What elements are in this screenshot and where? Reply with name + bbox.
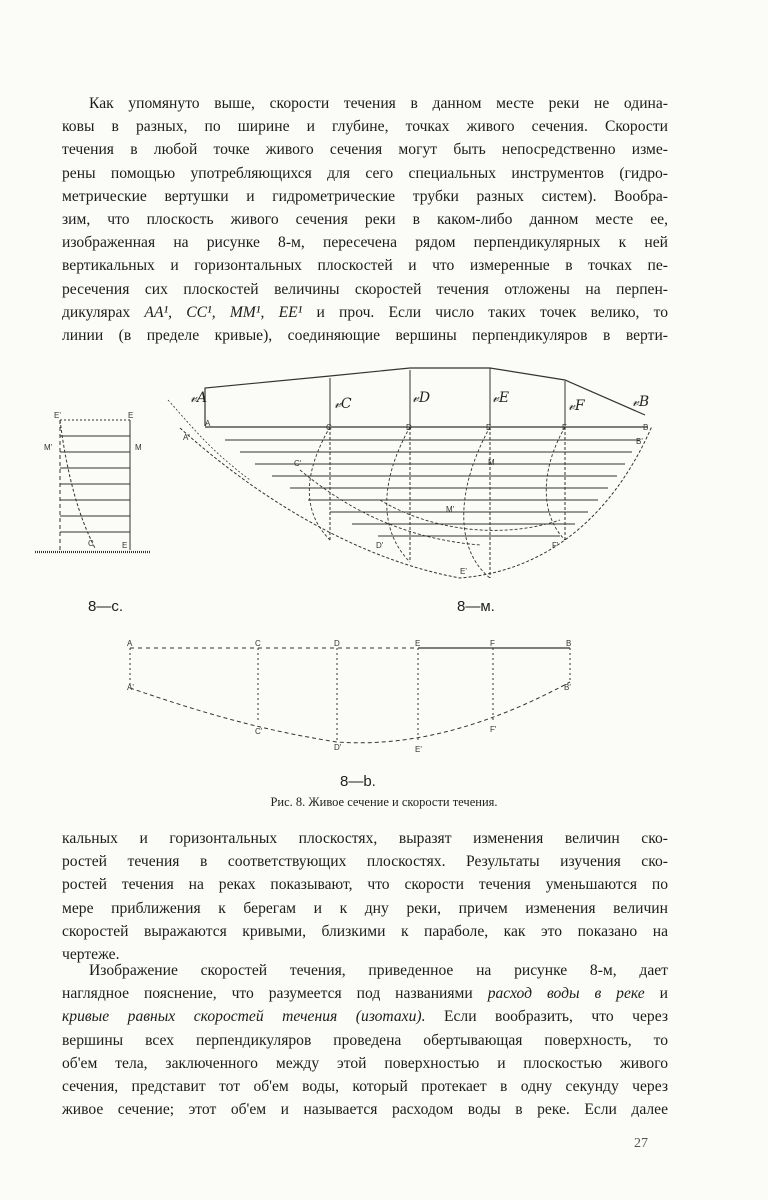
text-segment: и — [644, 985, 669, 1003]
point-label: C — [88, 539, 94, 548]
velocity-label: 𝓋A — [190, 390, 208, 406]
point-label: B — [566, 639, 572, 648]
text-line: кальных и горизонтальных плоскостях, выразят изменения величин ско- — [62, 830, 668, 847]
perpendicular-symbols: AA¹, CC¹, MM¹, EE¹ — [144, 303, 303, 321]
figure-label-8c: 8—с. — [88, 598, 124, 615]
velocity-label: 𝓋C — [334, 396, 352, 412]
point-label: E — [486, 423, 492, 432]
point-label: M' — [44, 443, 53, 452]
text-segment: дикулярах — [62, 303, 145, 321]
figure-label-8m: 8—м. — [457, 598, 495, 615]
point-label: D — [334, 639, 340, 648]
text-segment: и проч. Если число таких точек велико, то — [302, 303, 668, 321]
figure-8b-labels — [127, 639, 571, 754]
text-line: линии (в пределе кривые), соединяющие вершины перпендикуляров в верти- — [62, 327, 668, 345]
text-line: течения в любой точке живого сечения могут быть непосредственно изме- — [62, 141, 668, 159]
point-label: B — [643, 423, 649, 432]
text-line: скоростей выражаются кривыми, близкими к параболе, как это показано на — [62, 922, 668, 940]
text-line: чертеже. — [62, 946, 120, 964]
point-label: E — [122, 541, 128, 550]
text-line: Изображение скоростей течения, приведенное на рисунке 8-м, дает — [89, 962, 668, 979]
text-segment: Если вообразить, что через — [425, 1008, 668, 1026]
point-label: A' — [183, 433, 190, 442]
figure-8c — [35, 420, 150, 552]
point-label: F — [490, 639, 495, 648]
text-segment: наглядное пояснение, что разумеется под названиями — [62, 985, 488, 1003]
text-line: вертикальных и горизонтальных плоскостей и что измеренные в точках пе- — [62, 257, 668, 275]
point-label: A' — [127, 683, 134, 692]
figure-8m-velocity-labels — [190, 390, 649, 414]
point-label: C — [326, 423, 332, 432]
figure-8c-labels — [44, 411, 142, 550]
text-line: ковы в разных, по ширине и глубине, точках живого сечения. Скорости — [62, 118, 668, 136]
text-line: ростей течения на реках показывают, что скорости течения уменьшаются по — [62, 876, 668, 894]
point-label: F' — [490, 725, 497, 734]
text-line: ресечения сих плоскостей величины скоростей течения отложены на перпен- — [62, 280, 668, 298]
point-label: B' — [636, 437, 643, 446]
point-label: D — [406, 423, 412, 432]
point-label: M — [488, 458, 495, 467]
point-label: E' — [54, 411, 61, 420]
velocity-label: 𝓋D — [412, 390, 431, 406]
text-line: изображенная на рисунке 8-м, пересечена рядом перпендикулярных к ней — [62, 234, 668, 252]
point-label: E' — [460, 567, 467, 576]
text-line: сечения, представит тот об'ем воды, который протекает в одну секунду через — [62, 1078, 668, 1096]
point-label: E — [415, 639, 421, 648]
point-label: C — [255, 639, 261, 648]
text-line: живое сечение; этот об'ем и называется расходом воды в реке. Если далее — [62, 1101, 668, 1119]
point-label: F' — [552, 541, 559, 550]
text-line: мере приближения к берегам и к дну реки, причем изменения величин — [62, 899, 668, 917]
point-label: A — [127, 639, 133, 648]
paragraph-2 — [62, 827, 668, 966]
figure-caption: Рис. 8. Живое сечение и скорости течения. — [270, 795, 498, 809]
point-label: D' — [334, 743, 342, 752]
text-line: вершины всех перпендикуляров проведена обертывающая поверхность, то — [62, 1031, 668, 1049]
text-line: Как упомянуто выше, скорости течения в данном месте реки не одина- — [89, 95, 668, 112]
page-number: 27 — [634, 1136, 648, 1151]
point-label: M' — [446, 505, 455, 514]
text-line: зим, что плоскость живого сечения реки в каком-либо данном месте ее, — [62, 211, 668, 229]
figure-8b — [130, 648, 570, 743]
figure-label-8b: 8—b. — [340, 773, 376, 790]
point-label: C' — [294, 459, 302, 468]
emphasis-term: расход воды в реке — [487, 985, 645, 1003]
point-label: E' — [415, 745, 422, 754]
figure-8m-point-labels — [183, 419, 648, 576]
text-line — [62, 1005, 668, 1028]
point-label: B' — [564, 683, 571, 692]
point-label: A — [205, 419, 211, 428]
velocity-label: 𝓋F — [568, 398, 585, 414]
text-line: ростей течения в соответствующих плоскостях. Результаты изучения ско- — [62, 853, 668, 871]
text-line: метрические вертушки и гидрометрические трубки разных систем). Вообра- — [62, 187, 668, 205]
point-label: E — [128, 411, 134, 420]
point-label: C' — [255, 727, 263, 736]
text-line — [62, 982, 668, 1005]
paragraph-3 — [62, 959, 668, 1121]
point-label: M — [135, 443, 142, 452]
point-label: F — [562, 423, 567, 432]
velocity-label: 𝓋B — [632, 394, 650, 410]
point-label: D' — [376, 541, 384, 550]
text-line: об'ем тела, заключенного между этой поверхностью и плоскостью живого — [62, 1054, 668, 1072]
velocity-label: 𝓋E — [492, 390, 510, 406]
emphasis-term: кривые равных скоростей течения (изотахи). — [62, 1008, 426, 1026]
text-line: рены помощью употребляющихся для сего специальных инструментов (гидро- — [62, 164, 668, 182]
